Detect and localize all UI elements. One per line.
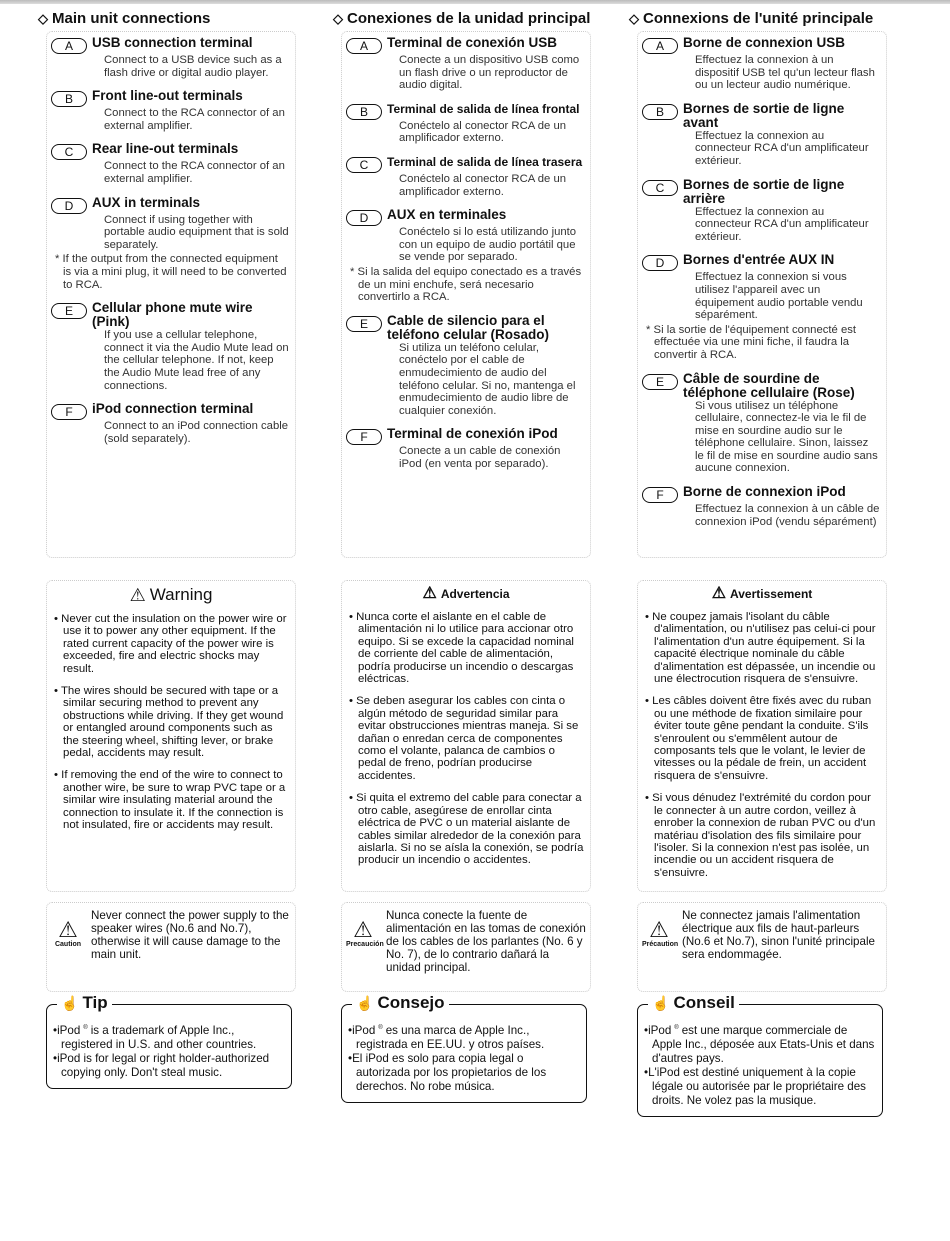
column-french — [629, 10, 887, 1117]
letter-badge: F — [642, 487, 678, 503]
item-title: USB connection terminal — [92, 35, 253, 50]
caution-triangle-icon: ⚠ — [649, 917, 669, 942]
item-desc: Effectuez la connexion à un dispositif USB tel qu'un lecteur flash ou un lecteur audio numérique. — [695, 54, 875, 92]
item-title: Bornes de sortie de ligne avant — [683, 100, 845, 130]
item-title: Cellular phone mute wire (Pink) — [92, 300, 253, 330]
item-desc: Conéctelo si lo está utilizando junto con un equipo de audio portátil que se vende por separado. — [399, 226, 577, 264]
connection-item-a — [346, 36, 584, 92]
warning-text: Si quita el extremo del cable para conectar a otro cable, asegúrese de enrollar cinta eléctrica de PVC o un material aislante de cables similar alrededor de la conexión para aislarla. Si no se aísla la conexión, se podría producir un incendio o accidentes. — [356, 792, 584, 867]
connection-item-b — [51, 89, 289, 132]
tip-text: El iPod es solo para copia legal o autorizada por los propietarios de los derechos. No robe música. — [352, 1051, 547, 1093]
connection-item-f — [642, 485, 880, 528]
item-desc: Connect to a USB device such as a flash drive or digital audio player. — [104, 54, 282, 79]
item-note: * If the output from the connected equipment is via a mini plug, it will need to be converted to RCA. — [55, 253, 287, 291]
warning-text: Nunca corte el aislante en el cable de alimentación ni lo utilice para accionar otro equipo. Si se excede la capacidad nominal de corriente del cable de alimentación, podría producirse un incendio o descargas eléctricas. — [356, 611, 574, 686]
connections-panel — [46, 31, 296, 558]
connection-item-e — [51, 301, 289, 392]
connection-item-e — [346, 314, 584, 418]
letter-badge: D — [51, 198, 87, 214]
warning-panel — [637, 580, 887, 892]
column-spanish — [333, 10, 591, 1103]
item-desc: Connect to the RCA connector of an external amplifier. — [104, 160, 285, 185]
section-title-text: Main unit connections — [52, 10, 211, 27]
letter-badge: E — [642, 374, 678, 390]
registered-mark: ® — [378, 1025, 383, 1031]
item-title: Terminal de conexión USB — [387, 35, 558, 50]
warning-title — [348, 585, 584, 603]
item-title: Câble de sourdine de téléphone cellulaire (Rose) — [683, 370, 855, 400]
warning-text: The wires should be secured with tape or a similar securing method to prevent any obstructions while driving. If they get wound or entangled around components such as the steering wheel, shifting lever, or brake pedal, accidents may result. — [60, 685, 284, 760]
caution-text: Ne connectez jamais l'alimentation électrique aux fils de haut-parleurs (No.6 et No.7), sinon l'unité principale sera endommagée. — [682, 909, 875, 961]
tip-title-text: Tip — [82, 993, 108, 1012]
item-desc: Connect to the RCA connector of an external amplifier. — [104, 107, 285, 132]
tip-item: •iPod is for legal or right holder-authorized copying only. Don't steal music. — [53, 1051, 270, 1079]
ipod-text: iPod — [352, 1023, 376, 1037]
tip-item: •iPod ® is a trademark of Apple Inc., registered in U.S. and other countries. — [53, 1023, 257, 1051]
item-title: Bornes de sortie de ligne arrière — [683, 176, 845, 206]
letter-badge: E — [346, 316, 382, 332]
caution-panel — [637, 902, 887, 992]
item-desc: Effectuez la connexion au connecteur RCA d'un amplificateur extérieur. — [695, 129, 869, 167]
warning-title-text: Advertencia — [440, 587, 510, 601]
caution-text: Never connect the power supply to the speaker wires (No.6 and No.7), otherwise it will cause damage to the main unit. — [91, 909, 289, 961]
letter-badge: A — [642, 38, 678, 54]
item-title: Borne de connexion USB — [683, 35, 846, 50]
connection-item-f — [346, 427, 584, 470]
letter-badge: E — [51, 303, 87, 319]
caution-icon — [346, 917, 384, 948]
item-desc: Si utiliza un teléfono celular, conéctelo por el cable de enmudecimiento de audio del teléfono celular. Si no, mantenga el enmudecimiento de audio libre de cualquier conexión. — [399, 341, 576, 417]
warning-panel — [341, 580, 591, 892]
warning-text: Never cut the insulation on the power wire or use it to power any other equipment. If the rated current capacity of the power wire is exceeded, fire and electric shocks may result. — [61, 613, 287, 675]
tip-item: •El iPod es solo para copia legal o autorizada por los propietarios de los derechos. No robe música. — [348, 1051, 547, 1093]
warning-item: • Nunca corte el aislante en el cable de alimentación ni lo utilice para accionar otro equipo. Si se excede la capacidad nominal de corriente del cable de alimentación, podría producirse un incendio o descargas eléctricas. — [349, 611, 574, 686]
ipod-text: iPod — [57, 1023, 81, 1037]
section-title-text: Conexiones de la unidad principal — [347, 10, 591, 27]
item-title: Bornes d'entrée AUX IN — [683, 252, 835, 268]
tip-title — [352, 993, 449, 1013]
item-desc: Connect to an iPod connection cable (sold separately). — [104, 420, 289, 445]
caution-text: Nunca conecte la fuente de alimentación en las tomas de conexión de los cables de los parlantes (No. 6 y No. 7), de lo contrario dañará la unidad principal. — [386, 909, 586, 974]
tip-text: is a trademark of Apple Inc., registered in U.S. and other countries. — [61, 1023, 257, 1051]
pointing-hand-icon: ☝ — [652, 994, 670, 1011]
warning-title-text: Warning — [149, 585, 213, 604]
connection-item-c — [51, 142, 289, 185]
letter-badge: C — [642, 180, 678, 196]
warning-item: • The wires should be secured with tape or a similar securing method to prevent any obstructions while driving. If they get wound or entangled around components such as the steering wheel, shifting lever, or brake pedal, accidents may result. — [54, 685, 284, 760]
tip-box — [46, 993, 292, 1089]
pointing-hand-icon: ☝ — [61, 994, 79, 1011]
letter-badge: F — [51, 404, 87, 420]
connection-item-b — [642, 102, 880, 168]
registered-mark: ® — [674, 1025, 679, 1031]
warning-item: • Les câbles doivent être fixés avec du ruban ou une méthode de fixation similaire pour éviter toute gêne pendant la conduite. S'ils s'enroulent ou s'emmêlent autour de composants tels que le volant, le levier de vitesses ou la pédale de frein, un accident risquera de s'ensuivre. — [645, 695, 872, 782]
warning-title — [644, 585, 880, 603]
top-border — [0, 0, 950, 4]
pointing-hand-icon: ☝ — [356, 994, 374, 1011]
registered-mark: ® — [83, 1025, 88, 1031]
item-desc: Connect if using together with portable audio equipment that is sold separately. — [104, 213, 289, 251]
letter-badge: D — [346, 210, 382, 226]
warning-text: Si vous dénudez l'extrémité du cordon pour le connecter à un autre cordon, veillez à enrober la connexion de ruban PVC ou d'un matériau d'isolation des fils similaire pour l'isoler. Si la connexion n'est pas isolée, un incendie ou un accident risquera de s'ensuivre. — [652, 792, 876, 879]
item-desc: Conecte a un cable de conexión iPod (en venta por separado). — [399, 445, 561, 470]
warning-text: Ne coupez jamais l'isolant du câble d'alimentation, ou n'utilisez pas celui-ci pour l'alimentation d'un autre équipement. Si la capacité électrique nominale du câble d'alimentation est dépassée, un incendie ou une électrocution risquera de s'ensuivre. — [652, 611, 876, 686]
warning-triangle-icon: ⚠ — [422, 585, 437, 602]
tip-title — [648, 993, 739, 1013]
connection-item-c — [346, 155, 584, 198]
caution-icon — [51, 919, 85, 948]
item-title: AUX en terminales — [387, 207, 507, 223]
warning-item: • Si vous dénudez l'extrémité du cordon pour le connecter à un autre cordon, veillez à enrober la connexion de ruban PVC ou d'un matériau d'isolation des fils similaire pour l'isoler. Si la connexion n'est pas isolée, un incendie ou un accident risquera de s'ensuivre. — [645, 792, 876, 879]
warning-triangle-icon: ⚠ — [129, 585, 146, 605]
connections-panel — [637, 31, 887, 558]
item-desc: Effectuez la connexion si vous utilisez l'appareil avec un équipement audio portable vendu séparément. — [695, 271, 863, 322]
item-title: Cable de silencio para el teléfono celular (Rosado) — [387, 312, 550, 342]
diamond-icon: ◇ — [629, 11, 639, 26]
warning-item: • Se deben asegurar los cables con cinta o algún método de seguridad similar para evitar obstrucciones mientras maneja. Si se dañan o enredan cerca de componentes como el volante, palanca de cambios o pedal de freno, podrían producirse accidentes. — [349, 695, 579, 782]
warning-triangle-icon: ⚠ — [711, 585, 727, 602]
letter-badge: B — [346, 104, 382, 120]
connection-item-d — [51, 196, 289, 252]
item-title: Terminal de salida de línea trasera — [387, 154, 583, 169]
warning-text: Se deben asegurar los cables con cinta o algún método de seguridad similar para evitar obstrucciones mientras maneja. Si se dañan o enredan cerca de componentes como el volante, palanca de cambios o pedal de freno, podrían producirse accidentes. — [356, 695, 579, 782]
connection-item-a — [51, 36, 289, 79]
item-desc: Effectuez la connexion à un câble de connexion iPod (vendu séparément) — [695, 503, 880, 528]
connection-item-d — [346, 208, 584, 264]
connection-item-f — [51, 402, 289, 445]
connection-item-d — [642, 253, 880, 321]
tip-text: L'iPod est destiné uniquement à la copie légale ou autorisée par le propriétaire des droits. Ne volez pas la musique. — [648, 1065, 866, 1107]
item-note: * Si la sortie de l'équipement connecté est effectuée via une mini fiche, il faudra la convertir à RCA. — [646, 323, 857, 361]
caution-panel — [46, 902, 296, 992]
tip-box — [637, 993, 883, 1117]
connection-item-b — [346, 102, 584, 145]
connections-panel — [341, 31, 591, 558]
warning-item: • Never cut the insulation on the power wire or use it to power any other equipment. If the rated current capacity of the power wire is exceeded, fire and electric shocks may result. — [54, 613, 287, 675]
warning-title — [53, 585, 289, 605]
warning-text: If removing the end of the wire to connect to another wire, be sure to wrap PVC tape or a similar wire insulating material around the connection to insulate it. If the connection is not insulated, fire or accidents may result. — [61, 769, 286, 832]
item-title: Terminal de salida de línea frontal — [387, 101, 580, 116]
item-title: iPod connection terminal — [92, 401, 254, 417]
caution-icon — [642, 917, 679, 948]
connection-item-a — [642, 36, 880, 92]
item-desc: Conéctelo al conector RCA de un amplificador externo. — [399, 172, 567, 198]
letter-badge: C — [346, 157, 382, 173]
warning-text: Les câbles doivent être fixés avec du ruban ou une méthode de fixation similaire pour éviter toute gêne pendant la conduite. S'ils s'enroulent ou s'emmêlent autour de composants tels que le volant, le levier de vitesses ou la pédale de frein, un accident risquera de s'ensuivre. — [652, 695, 872, 782]
tip-text: es una marca de Apple Inc., registrada en EE.UU. y otros países. — [356, 1023, 545, 1051]
item-desc: If you use a cellular telephone, connect it via the Audio Mute lead on the cellular telephone. If not, keep the Audio Mute lead free of any connections. — [104, 329, 289, 392]
caution-label: Precaución — [346, 941, 384, 948]
warning-item: • Si quita el extremo del cable para conectar a otro cable, asegúrese de enrollar cinta eléctrica de PVC o un material aislante de cables similar alrededor de la conexión para aislarla. Si no se aísla la conexión, se podría producir un incendio o accidentes. — [349, 792, 584, 867]
item-desc: Effectuez la connexion au connecteur RCA d'un amplificateur extérieur. — [695, 205, 869, 243]
connection-item-c — [642, 178, 880, 244]
ipod-text: iPod — [648, 1023, 672, 1037]
connection-item-e — [642, 372, 880, 476]
tip-item: •L'iPod est destiné uniquement à la copie légale ou autorisée par le propriétaire des droits. Ne volez pas la musique. — [644, 1065, 866, 1107]
caution-triangle-icon: ⚠ — [353, 917, 373, 942]
item-title: Terminal de conexión iPod — [387, 426, 558, 442]
item-desc: Conéctelo al conector RCA de un amplificador externo. — [399, 119, 567, 145]
warning-item: • If removing the end of the wire to connect to another wire, be sure to wrap PVC tape or a similar wire insulating material around the connection to insulate it. If the connection is not insulated, fire or accidents may result. — [54, 769, 286, 832]
section-title — [38, 10, 296, 27]
tip-title-text: Consejo — [377, 993, 445, 1012]
tip-text: est une marque commerciale de Apple Inc., déposée aux Etats-Unis et dans d'autres pays. — [652, 1023, 875, 1065]
tip-text: iPod is for legal or right holder-authorized copying only. Don't steal music. — [57, 1051, 270, 1079]
item-title: Borne de connexion iPod — [683, 484, 846, 500]
letter-badge: B — [642, 104, 678, 120]
caution-label: Précaution — [642, 941, 679, 948]
section-title — [629, 10, 887, 27]
column-english — [38, 10, 296, 1089]
tip-title-text: Conseil — [673, 993, 735, 1012]
letter-badge: A — [346, 38, 382, 54]
item-title: Front line-out terminals — [92, 88, 243, 104]
warning-title-text: Avertissement — [730, 587, 813, 601]
letter-badge: C — [51, 144, 87, 160]
item-note: * Si la salida del equipo conectado es a través de un mini enchufe, será necesario convertirlo a RCA. — [350, 265, 582, 304]
letter-badge: F — [346, 429, 382, 445]
caution-label: Caution — [54, 941, 82, 948]
section-title-text: Connexions de l'unité principale — [643, 10, 874, 27]
letter-badge: B — [51, 91, 87, 107]
diamond-icon: ◇ — [333, 11, 343, 26]
section-title — [333, 10, 591, 27]
item-title: AUX in terminals — [92, 194, 201, 210]
letter-badge: A — [51, 38, 87, 54]
item-desc: Conecte a un dispositivo USB como un flash drive o un reproductor de audio digital. — [399, 54, 580, 92]
tip-title — [57, 993, 112, 1013]
caution-triangle-icon: ⚠ — [58, 917, 78, 942]
tip-box — [341, 993, 587, 1103]
item-desc: Si vous utilisez un téléphone cellulaire, connectez-le via le fil de mise en sourdine audio sur le téléphone cellulaire. Sinon, laissez le fil de mise en sourdine audio sans aucune connexion. — [695, 399, 878, 475]
tip-item: •iPod ® es una marca de Apple Inc., registrada en EE.UU. y otros países. — [348, 1023, 545, 1051]
warning-item: • Ne coupez jamais l'isolant du câble d'alimentation, ou n'utilisez pas celui-ci pour l'alimentation d'un autre équipement. Si la capacité électrique nominale du câble d'alimentation est dépassée, un incendie ou une électrocution risquera de s'ensuivre. — [645, 611, 876, 686]
item-title: Rear line-out terminals — [92, 141, 239, 157]
caution-panel — [341, 902, 591, 992]
letter-badge: D — [642, 255, 678, 271]
diamond-icon: ◇ — [38, 11, 48, 26]
warning-panel — [46, 580, 296, 892]
tip-item: •iPod ® est une marque commerciale de Apple Inc., déposée aux Etats-Unis et dans d'autres pays. — [644, 1023, 875, 1065]
